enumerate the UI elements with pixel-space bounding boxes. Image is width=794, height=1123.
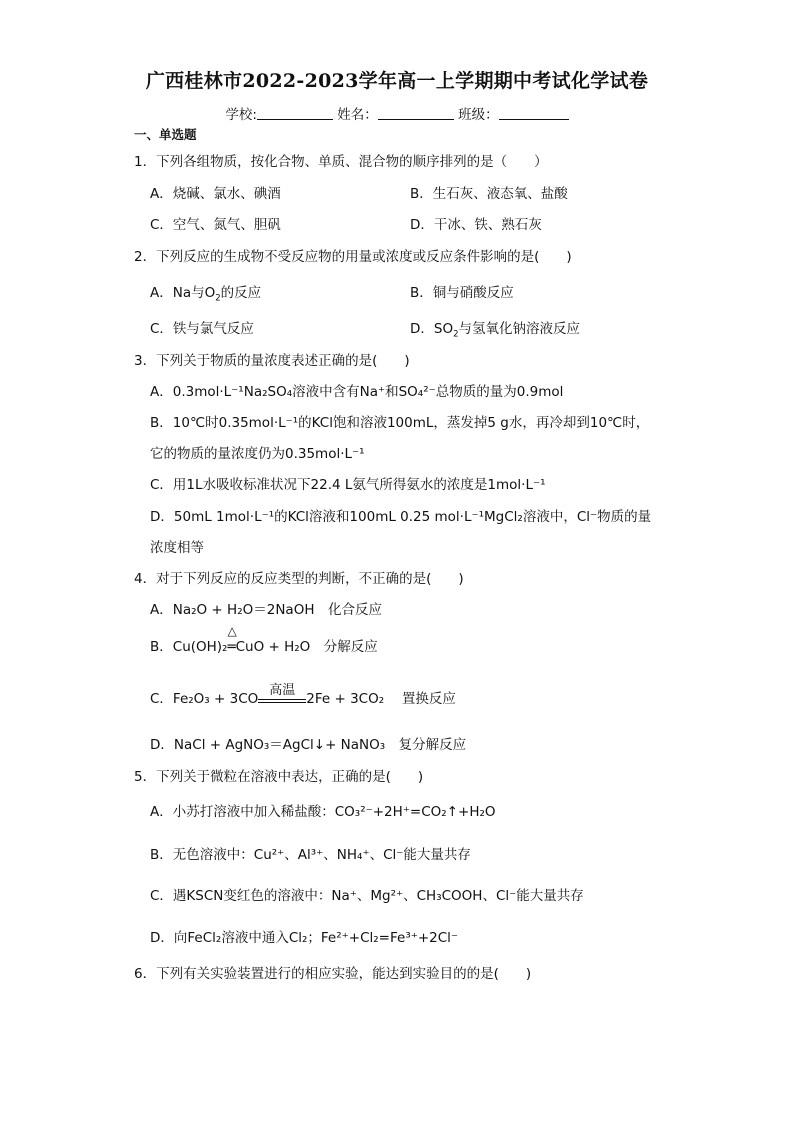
question-6-stem: 6．下列有关实验装置进行的相应实验，能达到实验目的的是( ) — [134, 966, 532, 982]
q3-option-d-line1: D．50mL 1mol·L⁻¹的KCl溶液和100mL 0.25 mol·L⁻¹MgCl₂溶液中，Cl⁻物质的量 — [150, 509, 652, 525]
q3-option-a: A．0.3mol·L⁻¹Na₂SO₄溶液中含有Na⁺和SO₄²⁻总物质的量为0.9mol — [150, 384, 564, 400]
q4-option-d: D．NaCl + AgNO₃＝AgCl↓+ NaNO₃ 复分解反应 — [150, 737, 467, 753]
question-3-stem: 3．下列关于物质的量浓度表述正确的是( ) — [134, 353, 410, 369]
q5-option-b: B．无色溶液中：Cu²⁺、Al³⁺、NH₄⁺、Cl⁻能大量共存 — [150, 847, 471, 863]
school-blank — [257, 107, 333, 120]
student-info-line — [0, 103, 794, 123]
q5-option-c: C．遇KSCN变红色的溶液中：Na⁺、Mg²⁺、CH₃COOH、Cl⁻能大量共存 — [150, 888, 584, 904]
q2-option-a: A．Na与$O_2$的反应 — [150, 285, 262, 304]
q4-option-a: A．Na₂O + H₂O＝2NaOH 化合反应 — [150, 602, 382, 618]
question-5-stem: 5．下列关于微粒在溶液中表达，正确的是( ) — [134, 769, 424, 785]
question-2-stem: 2．下列反应的生成物不受反应物的用量或浓度或反应条件影响的是( ) — [134, 249, 572, 265]
name-blank — [378, 107, 454, 120]
q5-option-a: A．小苏打溶液中加入稀盐酸：CO₃²⁻+2H⁺=CO₂↑+H₂O — [150, 804, 496, 820]
q1-option-c: C．空气、氮气、胆矾 — [150, 217, 281, 233]
school-label: 学校: — [225, 107, 257, 123]
q3-option-b-line1: B．10℃时0.35mol·L⁻¹的KCl饱和溶液100mL，蒸发掉5 g水，再冷却到10℃时， — [150, 415, 650, 431]
question-4-stem: 4．对于下列反应的反应类型的判断，不正确的是( ) — [134, 571, 464, 587]
section-heading: 一、单选题 — [134, 127, 197, 142]
q1-option-b: B．生石灰、液态氧、盐酸 — [410, 186, 568, 202]
q1-option-a: A．烧碱、氯水、碘酒 — [150, 186, 281, 202]
class-blank — [499, 107, 569, 120]
q2-option-d: D．$SO_2$与氢氧化钠溶液反应 — [410, 321, 581, 340]
name-label: 姓名： — [337, 107, 378, 123]
q3-option-c: C．用1L水吸收标准状况下22.4 L氨气所得氨水的浓度是1mol·L⁻¹ — [150, 477, 546, 493]
q3-option-d-line2: 浓度相等 — [150, 540, 204, 556]
q1-option-d: D．干冰、铁、熟石灰 — [410, 217, 542, 233]
high-temp-label: 高温 — [269, 683, 296, 698]
q2-option-c: C．铁与氯气反应 — [150, 321, 254, 337]
q4-option-c: C．Fe₂O₃ + 3CO 高温 2Fe + 3CO₂ 置换反应 — [150, 687, 456, 707]
q5-option-d: D．向FeCl₂溶液中通入Cl₂；Fe²⁺+Cl₂=Fe³⁺+2Cl⁻ — [150, 930, 459, 946]
class-label: 班级： — [458, 107, 499, 123]
heat-symbol: △ — [227, 624, 237, 638]
exam-title: 广西桂林市2022-2023学年高一上学期期中考试化学试卷 — [145, 70, 649, 92]
q4-option-b: B．Cu(OH)₂ △ ═CuO + H₂O 分解反应 — [150, 624, 378, 655]
q3-option-b-line2: 它的物质的量浓度仍为0.35mol·L⁻¹ — [150, 446, 365, 462]
q2-option-b: B．铜与硝酸反应 — [410, 285, 514, 301]
question-1-stem: 1．下列各组物质，按化合物、单质、混合物的顺序排列的是（ ） — [134, 154, 548, 170]
